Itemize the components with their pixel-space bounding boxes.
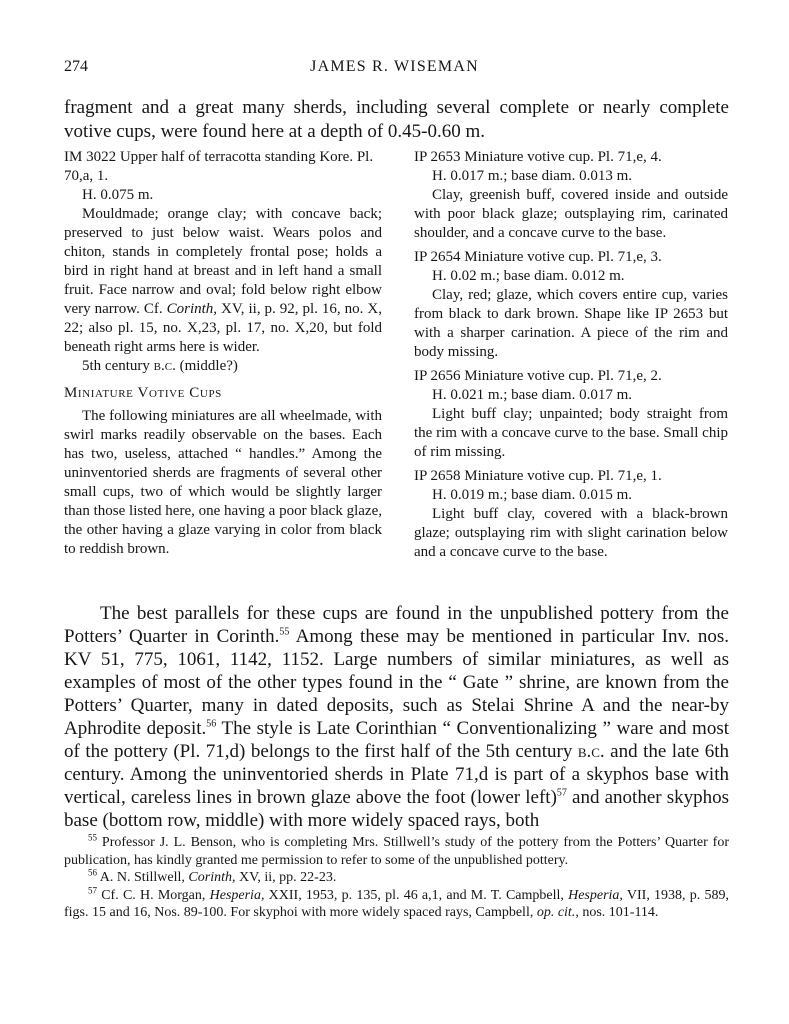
left-column bbox=[64, 148, 382, 559]
footnotes bbox=[64, 834, 729, 922]
entry-description: Clay, red; glaze, which covers entire cup, varies from black to dark brown. Shape like IP 2653 but with a sharper carination. A piece of the rim and body missing. bbox=[414, 287, 728, 360]
section-paragraph: The following miniatures are all wheelmade, with swirl marks readily observable on the bases. Each has two, useless, attached “ handles.” Among the uninventoried sherds are fragments of several other small cups, two of which would be slightly larger than those listed here, one having a poor black glaze, the other having a glaze varying in color from black to reddish brown. bbox=[64, 408, 382, 557]
entry-dimensions: H. 0.02 m.; base diam. 0.012 m. bbox=[432, 268, 625, 284]
body-text: The best parallels for these cups are found in the unpublished pottery from the Potters’ Quarter in Corinth.$^{55}$ Among these may be mentioned in particular Inv. nos. KV 51, 775, 1061, 1142, 1152. Large numbers of similar miniatures, as well as examples of most of the other types found in the “ Gate ” shrine, are known from the Potters’ Quarter, many in dated deposits, such as Stelai Shrine A and the near-by Aphrodite deposit.$^{56}$ The style is Late Corinthian “ Conventionalizing ” ware and most of the pottery (Pl. 71,d) belongs to the first half of the 5th century b.c. and the late 6th century. Among the uninventoried sherds in Plate 71,d is part of a skyphos base with vertical, careless lines in brown glaze above the foot (lower left)$^{57}$ and another skyphos base (bottom row, middle) with more widely spaced rays, both bbox=[64, 603, 730, 831]
catalog-entry-ip2656 bbox=[414, 367, 728, 462]
entry-heading: IP 2653 Miniature votive cup. Pl. 71,e, 4. bbox=[414, 149, 662, 165]
footnote-ref-55: 55 bbox=[279, 626, 290, 638]
page-number: 274 bbox=[64, 58, 88, 75]
catalog-entry-ip2654 bbox=[414, 248, 728, 362]
catalog-entry-im3022 bbox=[64, 148, 382, 376]
entry-date: 5th century b.c. (middle?) bbox=[82, 358, 238, 374]
entry-heading: IP 2658 Miniature votive cup. Pl. 71,e, 1. bbox=[414, 468, 662, 484]
entry-heading: IP 2656 Miniature votive cup. Pl. 71,e, 2. bbox=[414, 368, 662, 384]
catalog-entry-ip2658 bbox=[414, 467, 728, 562]
footnote-57: $^{57}$ Cf. C. H. Morgan, Hesperia, XXII, 1953, p. 135, pl. 46 a,1, and M. T. Campbell, Hesperia, VII, 1938, p. 589, figs. 15 and 16, Nos. 89-100. For skyphoi with more widely spaced rays, Campbell, op. cit., nos. 101-114. bbox=[64, 884, 729, 920]
running-head: JAMES R. WISEMAN bbox=[310, 58, 479, 75]
footnote-ref-56: 56 bbox=[206, 718, 217, 730]
entry-dimensions: H. 0.021 m.; base diam. 0.017 m. bbox=[432, 387, 632, 403]
entry-dimensions: H. 0.075 m. bbox=[82, 187, 154, 203]
footnote-56: $^{56}$ A. N. Stillwell, Corinth, XV, ii, pp. 22-23. bbox=[88, 867, 337, 885]
citation-title: Corinth bbox=[166, 301, 214, 317]
section-heading: Miniature Votive Cups bbox=[64, 385, 222, 401]
intro-paragraph: fragment and a great many sherds, including several complete or nearly complete votive cups, were found here at a depth of 0.45-0.60 m. bbox=[64, 97, 729, 142]
entry-dimensions: H. 0.019 m.; base diam. 0.015 m. bbox=[432, 487, 632, 503]
page-header bbox=[64, 58, 725, 82]
footnote-55: $^{55}$ Professor J. L. Benson, who is completing Mrs. Stillwell’s study of the pottery from the Potters’ Quarter for publication, has kindly granted me permission to refer to some of the unpublished pottery. bbox=[64, 832, 729, 868]
entry-description: Light buff clay, covered with a black-brown glaze; outsplaying rim with slight carination below and a concave curve to the base. bbox=[414, 506, 728, 560]
entry-dimensions: H. 0.017 m.; base diam. 0.013 m. bbox=[432, 168, 632, 184]
catalog-entry-ip2653 bbox=[414, 148, 728, 243]
entry-description: Light buff clay; unpainted; body straight from the rim with a concave curve to the base. Small chip of rim missing. bbox=[414, 406, 728, 460]
body-paragraph bbox=[64, 602, 729, 832]
entry-description: Clay, greenish buff, covered inside and outside with poor black glaze; outsplaying rim, carinated shoulder, and a concave curve to the base. bbox=[414, 187, 728, 241]
footnote-ref-57: 57 bbox=[556, 787, 567, 799]
entry-description: Mouldmade; orange clay; with concave back; preserved to just below waist. Wears polos and chiton, stands in completely frontal pose; holds a bird in right hand at breast and in left hand a small fruit. Face narrow and oval; fold below right elbow very narrow. Cf. Corinth, XV, ii, p. 92, pl. 16, no. X, 22; also pl. 15, no. X,23, pl. 17, no. X,20, but fold beneath right arms here is wider. bbox=[64, 206, 382, 355]
right-column bbox=[414, 148, 728, 567]
entry-heading: IM 3022 Upper half of terracotta standing Kore. Pl. 70,a, 1. bbox=[64, 149, 374, 184]
entry-heading: IP 2654 Miniature votive cup. Pl. 71,e, 3. bbox=[414, 249, 662, 265]
era-label: b.c. bbox=[577, 741, 605, 762]
